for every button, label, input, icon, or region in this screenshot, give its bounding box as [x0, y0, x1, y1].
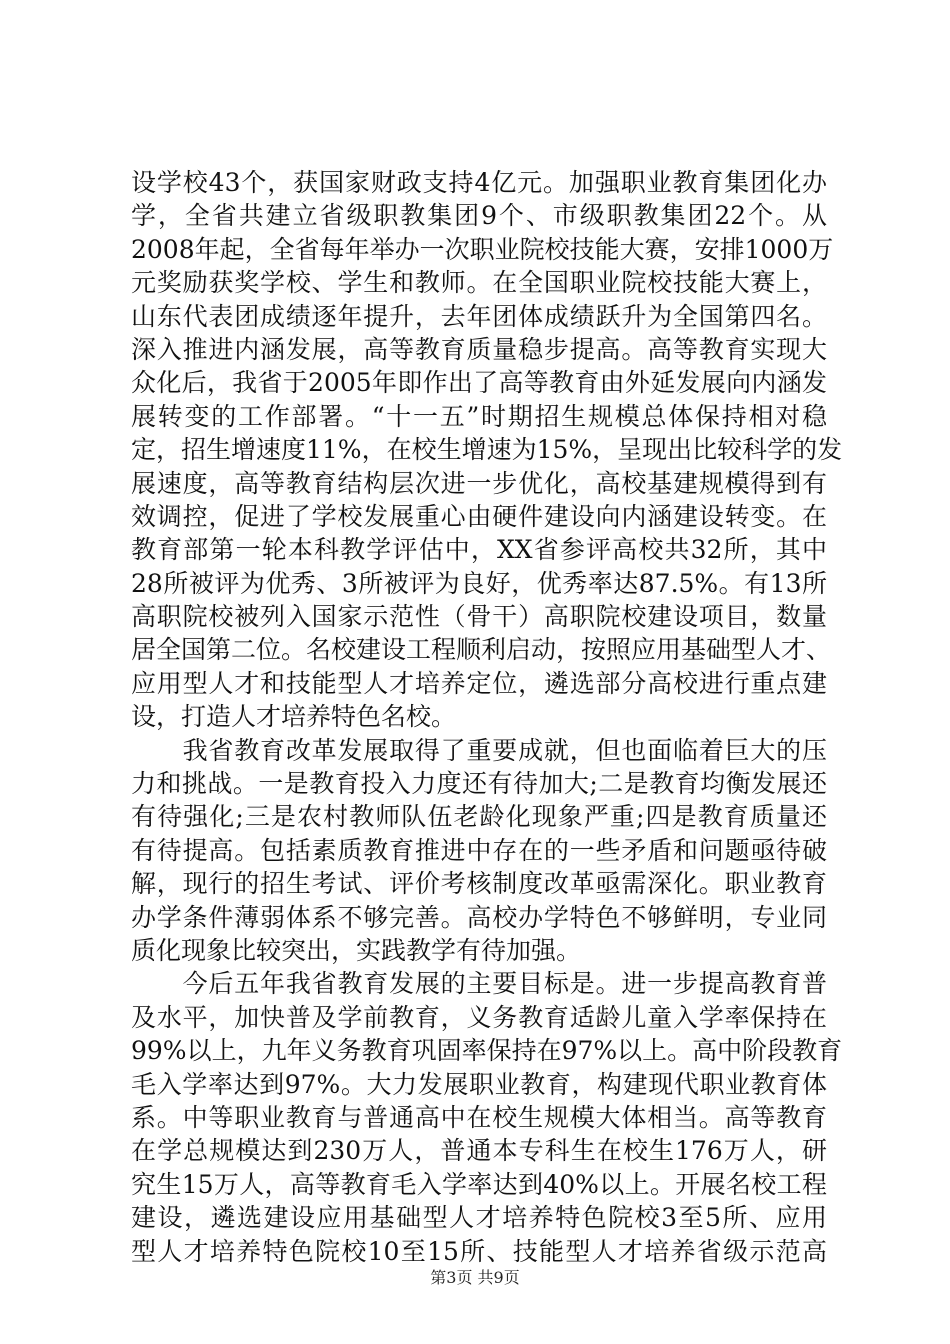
body-text	[131, 166, 843, 1268]
text-line: 及水平，加快普及学前教育，义务教育适龄儿童入学率保持在	[131, 1002, 827, 1032]
text-line: 设，打造人才培养特色名校。	[131, 702, 457, 732]
text-line: 有待强化;三是农村教师队伍老龄化现象严重;四是教育质量还	[131, 802, 827, 832]
text-line: 效调控，促进了学校发展重心由硬件建设向内涵建设转变。在	[131, 501, 827, 531]
text-line: 28所被评为优秀、3所被评为良好，优秀率达87.5%。有13所	[131, 568, 827, 598]
text-line: 居全国第二位。名校建设工程顺利启动，按照应用基础型人才、	[131, 635, 832, 665]
text-line: 毛入学率达到97%。大力发展职业教育，构建现代职业教育体	[131, 1069, 827, 1099]
text-line: 解，现行的招生考试、评价考核制度改革亟需深化。职业教育	[131, 869, 827, 899]
text-line: 系。中等职业教育与普通高中在校生规模大体相当。高等教育	[131, 1102, 827, 1132]
text-line: 力和挑战。一是教育投入力度还有待加大;二是教育均衡发展还	[131, 769, 827, 799]
text-line: 展速度，高等教育结构层次进一步优化，高校基建规模得到有	[131, 468, 827, 498]
page-indicator: 第3页 共9页	[430, 1268, 520, 1287]
text-line: 在学总规模达到230万人，普通本专科生在校生176万人，研	[131, 1136, 827, 1166]
text-line: 学，全省共建立省级职教集团9个、市级职教集团22个。从	[131, 201, 827, 231]
text-line: 定，招生增速度11%，在校生增速为15%，呈现出比较科学的发	[131, 435, 843, 465]
text-line: 深入推进内涵发展，高等教育质量稳步提高。高等教育实现大	[131, 334, 827, 364]
text-line: 2008年起，全省每年举办一次职业院校技能大赛，安排1000万	[131, 234, 834, 264]
text-line: 究生15万人，高等教育毛入学率达到40%以上。开展名校工程	[131, 1169, 827, 1199]
text-line: 众化后，我省于2005年即作出了高等教育由外延发展向内涵发	[131, 368, 827, 398]
text-line: 教育部第一轮本科教学评估中，XX省参评高校共32所，其中	[131, 535, 827, 565]
text-line: 元奖励获奖学校、学生和教师。在全国职业院校技能大赛上，	[131, 268, 827, 298]
text-line: 山东代表团成绩逐年提升，去年团体成绩跃升为全国第四名。	[131, 301, 827, 331]
text-line: 高职院校被列入国家示范性（骨干）高职院校建设项目，数量	[131, 602, 827, 632]
text-line: 型人才培养特色院校10至15所、技能型人才培养省级示范高	[131, 1236, 827, 1266]
text-line: 建设，遴选建设应用基础型人才培养特色院校3至5所、应用	[131, 1203, 827, 1233]
text-line: 应用型人才和技能型人才培养定位，遴选部分高校进行重点建	[131, 668, 827, 698]
text-line: 99%以上，九年义务教育巩固率保持在97%以上。高中阶段教育	[131, 1036, 843, 1066]
text-line: 有待提高。包括素质教育推进中存在的一些矛盾和问题亟待破	[131, 835, 827, 865]
text-line: 今后五年我省教育发展的主要目标是。进一步提高教育普	[131, 969, 827, 999]
text-line: 办学条件薄弱体系不够完善。高校办学特色不够鲜明，专业同	[131, 902, 827, 932]
text-line: 我省教育改革发展取得了重要成就，但也面临着巨大的压	[131, 735, 827, 765]
text-line: 设学校43个，获国家财政支持4亿元。加强职业教育集团化办	[131, 168, 827, 197]
page-footer	[0, 1267, 950, 1289]
text-line: 展转变的工作部署。“十一五”时期招生规模总体保持相对稳	[131, 401, 827, 431]
text-line: 质化现象比较突出，实践教学有待加强。	[131, 935, 582, 965]
